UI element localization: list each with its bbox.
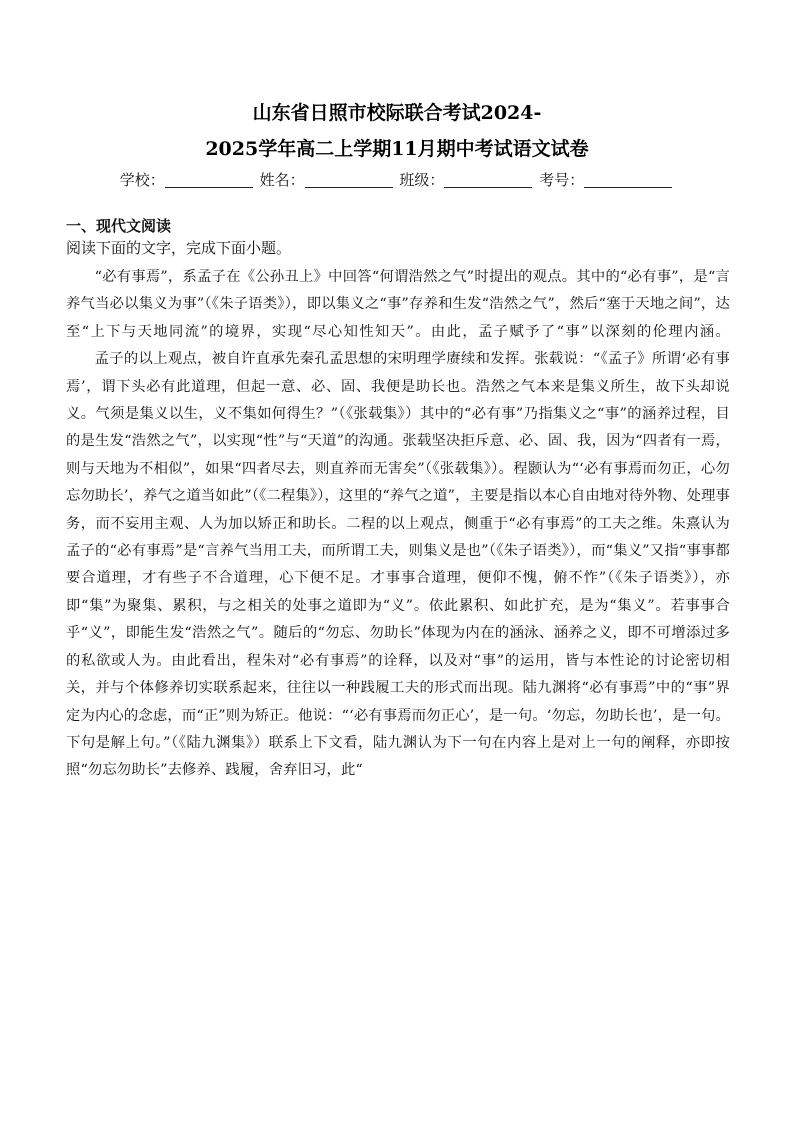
student-info-row bbox=[90, 168, 704, 192]
exam-title-line2: 2025学年高二上学期11月期中考试语文试卷 bbox=[205, 138, 589, 160]
exam-title-line1: 山东省日照市校际联合考试2024- bbox=[252, 102, 542, 124]
school-blank bbox=[165, 171, 253, 188]
class-label: 班级： bbox=[399, 171, 445, 189]
passage-paragraph-1: “必有事焉”，系孟子在《公孙丑上》中回答“何谓浩然之气”时提出的观点。其中的“必有事”，是“言养气当必以集义为事”（《朱子语类》），即以集义之“事”存养和生发“浩然之气”，然后“塞于天地之间”，达至“上下与天地同流”的境界，实现“尽心知性知天”。由此，孟子赋予了“事”以深刻的伦理内涵。 bbox=[66, 269, 730, 340]
section-heading: 一、现代文阅读 bbox=[66, 217, 172, 235]
school-label: 学校： bbox=[119, 171, 165, 189]
reading-passage bbox=[66, 264, 730, 785]
name-blank bbox=[305, 171, 393, 188]
exam-number-blank bbox=[584, 171, 672, 188]
exam-number-label: 考号： bbox=[539, 171, 585, 189]
name-label: 姓名： bbox=[259, 171, 305, 189]
class-blank bbox=[444, 171, 532, 188]
section-instruction: 阅读下面的文字，完成下面小题。 bbox=[66, 239, 292, 257]
passage-paragraph-2: 孟子的以上观点，被自许直承先秦孔孟思想的宋明理学赓续和发挥。张载说：“《孟子》所谓‘必有事焉’，谓下头必有此道理，但起一意、必、固、我便是助长也。浩然之气本来是集义所生，故下头却说义。气须是集义以生，义不集如何得生？”（《张载集》）其中的“必有事”乃指集义之“事”的涵养过程，目的是生发“浩然之气”，以实现“性”与“天道”的沟通。张载坚决拒斥意、必、固、我，因为“四者有一焉，则与天地为不相似”，如果“四者尽去，则直养而无害矣”（《张载集》）。程颢认为“‘必有事焉而勿正，心勿忘勿助长’，养气之道当如此”（《二程集》），这里的“养气之道”，主要是指以本心自由地对待外物、处理事务，而不妄用主观、人为加以矫正和助长。二程的以上观点，侧重于“必有事焉”的工夫之维。朱熹认为孟子的“必有事焉”是“言养气当用工夫，而所谓工夫，则集义是也”（《朱子语类》），而“集义”又指“事事都要合道理，才有些子不合道理，心下便不足。才事事合道理，便仰不愧，俯不怍”（《朱子语类》），亦即“集”为聚集、累积，与之相关的处事之道即为“义”。依此累积、如此扩充，是为“集义”。若事事合乎“义”，即能生发“浩然之气”。随后的“勿忘、勿助长”体现为内在的涵泳、涵养之义，即不可增添过多的私欲或人为。由此看出，程朱对“必有事焉”的诠释，以及对“事”的运用，皆与本性论的讨论密切相关，并与个体修养切实联系起来，往往以一种践履工夫的形式而出现。陆九渊将“必有事焉”中的“事”界定为内心的念虑，而“正”则为矫正。他说：“‘必有事焉而勿正心’，是一句。‘勿忘，勿助长也’，是一句。下句是解上句。”（《陆九渊集》）联系上下文看，陆九渊认为下一句在内容上是对上一句的阐释，亦即按照“勿忘勿助长”去修养、践履，舍弃旧习，此“ bbox=[66, 351, 730, 779]
